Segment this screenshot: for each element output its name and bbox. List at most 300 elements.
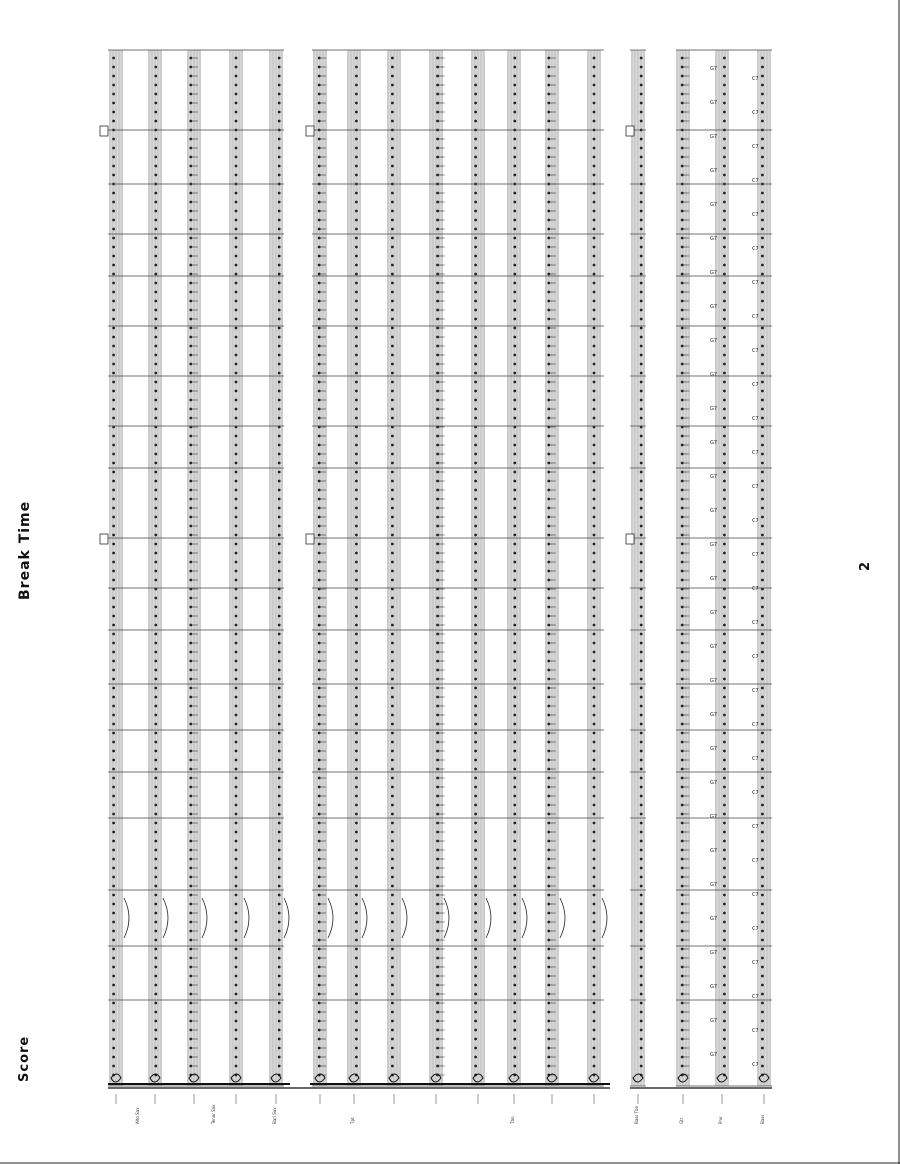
note (355, 138, 358, 141)
note (723, 750, 726, 753)
note (593, 948, 596, 951)
note (593, 570, 596, 573)
note (761, 1056, 764, 1059)
note (681, 318, 684, 321)
note (154, 795, 157, 798)
note (593, 219, 596, 222)
note (640, 669, 643, 672)
note (547, 534, 550, 537)
note (640, 219, 643, 222)
note (640, 84, 643, 87)
note (761, 885, 764, 888)
note (593, 471, 596, 474)
note (235, 516, 238, 519)
instrument-label: Tbn (510, 1116, 515, 1124)
instrument-label: Bass (760, 1114, 765, 1124)
note (318, 741, 321, 744)
note (723, 372, 726, 375)
note (513, 741, 516, 744)
note (112, 867, 115, 870)
note (761, 894, 764, 897)
note (474, 174, 477, 177)
note (154, 948, 157, 951)
note (547, 192, 550, 195)
note (681, 516, 684, 519)
note (723, 237, 726, 240)
note (355, 948, 358, 951)
note (681, 372, 684, 375)
note (681, 813, 684, 816)
note (723, 417, 726, 420)
note (723, 948, 726, 951)
note (318, 885, 321, 888)
note (235, 687, 238, 690)
note (640, 804, 643, 807)
note (761, 498, 764, 501)
note (235, 273, 238, 276)
note (593, 840, 596, 843)
note (154, 336, 157, 339)
note (723, 1002, 726, 1005)
note (761, 930, 764, 933)
note (640, 1002, 643, 1005)
note (436, 354, 439, 357)
note (112, 732, 115, 735)
note (474, 66, 477, 69)
note (189, 336, 192, 339)
note (593, 444, 596, 447)
note (723, 615, 726, 618)
note (474, 282, 477, 285)
note (154, 201, 157, 204)
note (723, 498, 726, 501)
note (391, 102, 394, 105)
note (154, 480, 157, 483)
note (681, 1056, 684, 1059)
note (640, 849, 643, 852)
note (474, 1038, 477, 1041)
note (681, 948, 684, 951)
chord-symbol: C7 (752, 450, 759, 456)
note (436, 489, 439, 492)
note (189, 984, 192, 987)
note (436, 471, 439, 474)
note (355, 732, 358, 735)
note (436, 498, 439, 501)
note (640, 507, 643, 510)
note (154, 1002, 157, 1005)
note (547, 228, 550, 231)
note (681, 759, 684, 762)
note (436, 732, 439, 735)
note (154, 804, 157, 807)
note (391, 462, 394, 465)
note (391, 93, 394, 96)
note (723, 435, 726, 438)
note (112, 201, 115, 204)
note (355, 354, 358, 357)
note (189, 669, 192, 672)
rehearsal-mark (100, 126, 108, 136)
note (761, 615, 764, 618)
note (640, 750, 643, 753)
note (761, 876, 764, 879)
note (436, 750, 439, 753)
note (547, 111, 550, 114)
note (391, 570, 394, 573)
note (761, 552, 764, 555)
note (318, 381, 321, 384)
note (112, 966, 115, 969)
note (112, 147, 115, 150)
note (112, 822, 115, 825)
note (513, 300, 516, 303)
note (112, 489, 115, 492)
note (278, 381, 281, 384)
note (474, 867, 477, 870)
note (723, 471, 726, 474)
note (640, 363, 643, 366)
note (723, 975, 726, 978)
note (593, 750, 596, 753)
note (278, 966, 281, 969)
note (112, 1047, 115, 1050)
note (640, 327, 643, 330)
note (318, 1065, 321, 1068)
note (474, 912, 477, 915)
note (761, 795, 764, 798)
note (723, 822, 726, 825)
note (547, 543, 550, 546)
note (391, 858, 394, 861)
note (593, 309, 596, 312)
note (112, 1020, 115, 1023)
note (513, 552, 516, 555)
note (112, 750, 115, 753)
note (112, 957, 115, 960)
note (391, 156, 394, 159)
note (436, 858, 439, 861)
note (436, 696, 439, 699)
note (474, 534, 477, 537)
note (391, 57, 394, 60)
note (513, 372, 516, 375)
note (593, 786, 596, 789)
note (436, 219, 439, 222)
note (318, 282, 321, 285)
note (593, 1056, 596, 1059)
note (189, 219, 192, 222)
note (112, 417, 115, 420)
note (154, 1038, 157, 1041)
note (640, 840, 643, 843)
note (189, 381, 192, 384)
chord-symbol: C7 (752, 314, 759, 320)
note (235, 651, 238, 654)
note (723, 300, 726, 303)
note (318, 516, 321, 519)
note (154, 705, 157, 708)
note (318, 174, 321, 177)
note (235, 876, 238, 879)
note (436, 408, 439, 411)
note (593, 579, 596, 582)
note (593, 687, 596, 690)
note (474, 237, 477, 240)
note (474, 471, 477, 474)
note (436, 1011, 439, 1014)
note (513, 444, 516, 447)
note (547, 345, 550, 348)
note (761, 732, 764, 735)
note (235, 444, 238, 447)
note (278, 147, 281, 150)
note (112, 723, 115, 726)
note (723, 885, 726, 888)
note (640, 255, 643, 258)
note (189, 273, 192, 276)
note (189, 201, 192, 204)
note (355, 165, 358, 168)
note (681, 138, 684, 141)
note (235, 984, 238, 987)
note (318, 237, 321, 240)
note (154, 777, 157, 780)
note (278, 417, 281, 420)
note (474, 111, 477, 114)
note (640, 777, 643, 780)
note (761, 201, 764, 204)
note (474, 165, 477, 168)
note (681, 858, 684, 861)
note (436, 894, 439, 897)
note (154, 246, 157, 249)
note (278, 516, 281, 519)
note (640, 1047, 643, 1050)
note (723, 408, 726, 411)
note (761, 417, 764, 420)
note (278, 318, 281, 321)
note (723, 327, 726, 330)
note (640, 930, 643, 933)
note (547, 939, 550, 942)
note (112, 597, 115, 600)
note (189, 876, 192, 879)
note (681, 201, 684, 204)
note (593, 957, 596, 960)
note (474, 507, 477, 510)
note (278, 741, 281, 744)
chord-symbol: C7 (752, 484, 759, 490)
note (391, 498, 394, 501)
note (112, 606, 115, 609)
note (474, 777, 477, 780)
note (761, 471, 764, 474)
note (112, 408, 115, 411)
note (318, 84, 321, 87)
note (391, 1047, 394, 1050)
note (318, 219, 321, 222)
note (112, 84, 115, 87)
note (681, 669, 684, 672)
note (235, 615, 238, 618)
note (640, 408, 643, 411)
note (723, 606, 726, 609)
note (436, 237, 439, 240)
note (355, 894, 358, 897)
note (681, 408, 684, 411)
note (513, 408, 516, 411)
note (112, 228, 115, 231)
note (355, 408, 358, 411)
note (318, 894, 321, 897)
note (391, 552, 394, 555)
note (593, 147, 596, 150)
note (593, 489, 596, 492)
note (474, 363, 477, 366)
note (355, 759, 358, 762)
note (318, 1011, 321, 1014)
note (547, 498, 550, 501)
note (112, 552, 115, 555)
note (318, 111, 321, 114)
note (112, 579, 115, 582)
note (640, 642, 643, 645)
note (723, 534, 726, 537)
note (318, 210, 321, 213)
instrument-label: Alto Sax (135, 1107, 140, 1124)
note (513, 75, 516, 78)
note (640, 768, 643, 771)
note (681, 660, 684, 663)
note (318, 534, 321, 537)
note (112, 498, 115, 501)
note (278, 651, 281, 654)
note (235, 642, 238, 645)
note (154, 606, 157, 609)
note (391, 390, 394, 393)
note (189, 858, 192, 861)
note (681, 939, 684, 942)
note (513, 174, 516, 177)
note (761, 435, 764, 438)
note (681, 732, 684, 735)
chord-symbol: G7 (710, 406, 718, 412)
note (391, 363, 394, 366)
note (391, 210, 394, 213)
chord-symbol: C7 (752, 1028, 759, 1034)
note (355, 192, 358, 195)
note (513, 1029, 516, 1032)
note (681, 237, 684, 240)
note (235, 840, 238, 843)
note (235, 669, 238, 672)
note (723, 291, 726, 294)
note (235, 417, 238, 420)
note (513, 219, 516, 222)
note (154, 714, 157, 717)
note (189, 309, 192, 312)
note (355, 264, 358, 267)
note (547, 687, 550, 690)
chord-symbol: C7 (752, 518, 759, 524)
note (355, 831, 358, 834)
note (278, 372, 281, 375)
note (112, 291, 115, 294)
note (318, 642, 321, 645)
note (723, 813, 726, 816)
note (278, 813, 281, 816)
note (761, 192, 764, 195)
note (355, 363, 358, 366)
note (640, 741, 643, 744)
note (593, 156, 596, 159)
note (723, 210, 726, 213)
note (593, 939, 596, 942)
note (436, 363, 439, 366)
note (355, 633, 358, 636)
note (474, 480, 477, 483)
note (355, 318, 358, 321)
note (436, 660, 439, 663)
chord-symbol: C7 (752, 382, 759, 388)
note (593, 120, 596, 123)
note (235, 165, 238, 168)
note (723, 849, 726, 852)
note (761, 102, 764, 105)
note (355, 984, 358, 987)
note (513, 948, 516, 951)
note (474, 264, 477, 267)
note (235, 777, 238, 780)
note (681, 633, 684, 636)
note (593, 561, 596, 564)
note (278, 291, 281, 294)
note (640, 975, 643, 978)
note (761, 993, 764, 996)
note (278, 309, 281, 312)
note (391, 849, 394, 852)
note (474, 696, 477, 699)
note (318, 192, 321, 195)
note (547, 795, 550, 798)
note (513, 264, 516, 267)
note (640, 273, 643, 276)
note (318, 624, 321, 627)
note (761, 804, 764, 807)
note (547, 507, 550, 510)
note (355, 507, 358, 510)
note (547, 237, 550, 240)
note (593, 480, 596, 483)
note (547, 948, 550, 951)
note (278, 624, 281, 627)
note (112, 660, 115, 663)
note (355, 120, 358, 123)
note (391, 399, 394, 402)
note (355, 93, 358, 96)
note (761, 642, 764, 645)
note (723, 894, 726, 897)
note (513, 606, 516, 609)
note (189, 507, 192, 510)
note (189, 246, 192, 249)
note (547, 570, 550, 573)
note (391, 174, 394, 177)
note (593, 912, 596, 915)
note (278, 858, 281, 861)
note (391, 1065, 394, 1068)
